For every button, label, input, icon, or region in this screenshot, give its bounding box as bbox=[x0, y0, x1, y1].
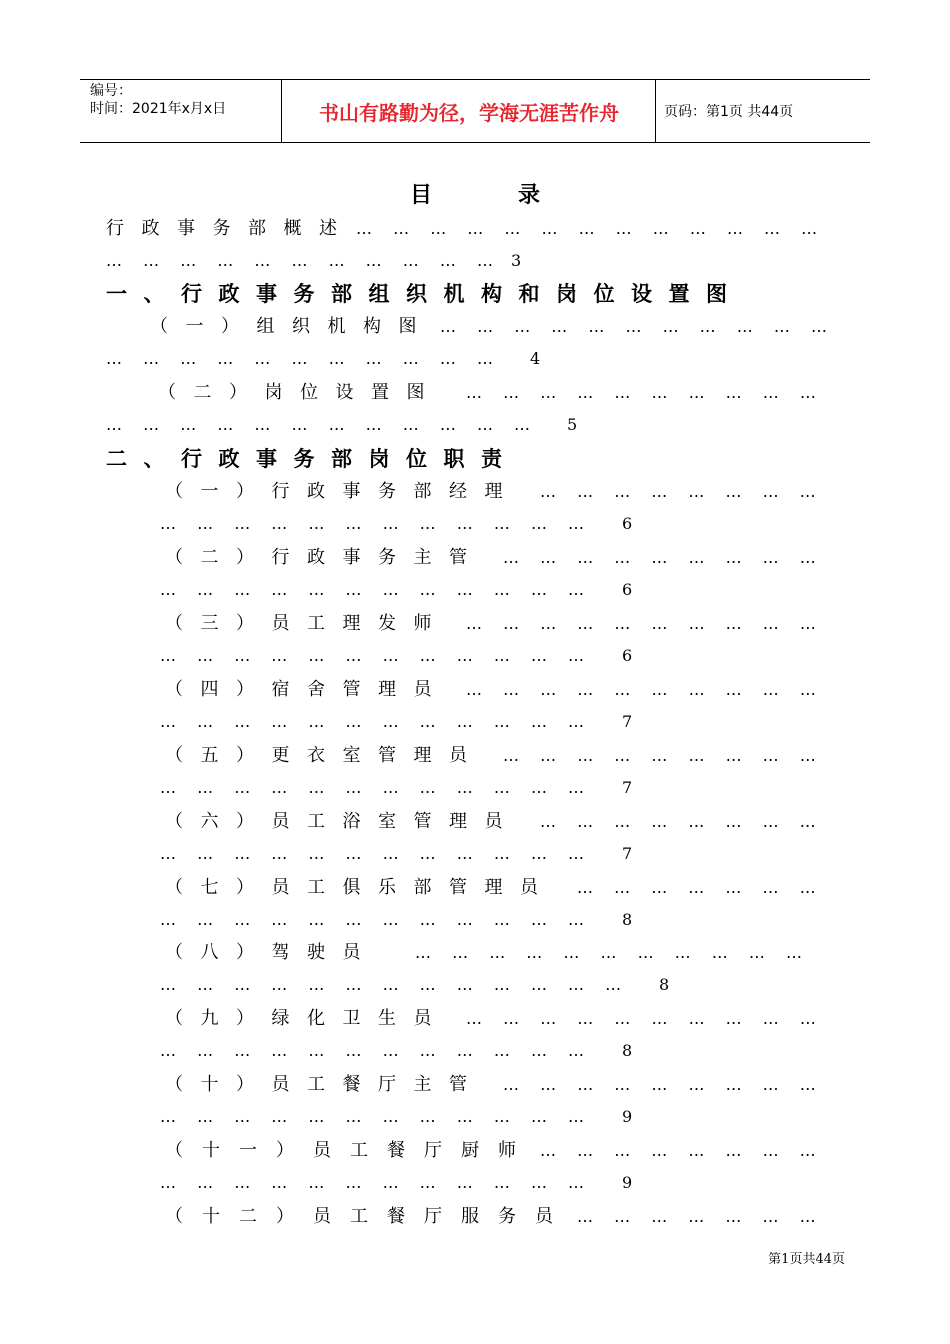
toc-leader: … … … … … … … bbox=[577, 1207, 816, 1226]
toc-page-number: 6 bbox=[622, 514, 633, 533]
toc-leader: … … … … … … … … … … … … bbox=[160, 514, 585, 533]
toc-entry-text[interactable]: （五）更衣室管理员 bbox=[165, 745, 485, 766]
toc-section-heading[interactable]: 二、行政事务部岗位职责 bbox=[106, 447, 519, 471]
toc-leader: … … … … … … … … … … bbox=[466, 614, 817, 633]
toc-page-number: 9 bbox=[622, 1173, 633, 1192]
toc-leader: … … … … … … … … … bbox=[503, 1075, 817, 1094]
toc-entry-text[interactable]: 行政事务部概述 bbox=[106, 218, 355, 239]
toc-leader: … … … … … … … … … … bbox=[466, 1009, 817, 1028]
toc-page-number: 8 bbox=[659, 975, 670, 994]
toc-leader: … … … … … … … … … … bbox=[466, 680, 817, 699]
toc-section-heading[interactable]: 一、行政事务部组织机构和岗位设置图 bbox=[106, 282, 744, 306]
toc-entry-text[interactable]: （七）员工俱乐部管理员 bbox=[165, 877, 556, 898]
toc-entry-text[interactable]: （四）宿舍管理员 bbox=[165, 679, 449, 700]
toc-entry-text[interactable]: （一）组织机构图 bbox=[150, 316, 434, 337]
toc-leader: … … … … … … … … … … … … … bbox=[160, 975, 622, 994]
toc-leader: … … … … … … … … … … … … bbox=[160, 1173, 585, 1192]
toc-entry-text[interactable]: （十一）员工餐厅厨师 bbox=[165, 1140, 535, 1161]
toc-entry-text[interactable]: （二）行政事务主管 bbox=[165, 547, 485, 568]
toc-page-number: 9 bbox=[622, 1107, 633, 1126]
toc-page-number: 6 bbox=[622, 580, 633, 599]
toc-leader: … … … … … … … … … … … … bbox=[160, 646, 585, 665]
toc-leader: … … … … … … … … … bbox=[503, 746, 817, 765]
toc-page-number: 8 bbox=[622, 1041, 633, 1060]
toc-entry-text[interactable]: （十）员工餐厅主管 bbox=[165, 1074, 485, 1095]
toc-entry-text[interactable]: （八）驾驶员 bbox=[165, 942, 378, 963]
header-motto: 书山有路勤为径，学海无涯苦作舟 bbox=[319, 100, 619, 125]
toc-entry-text[interactable]: （二）岗位设置图 bbox=[158, 382, 442, 403]
toc-page-number: 6 bbox=[622, 646, 633, 665]
toc-entry-text[interactable]: （六）员工浴室管理员 bbox=[165, 811, 520, 832]
toc-leader: … … … … … … … … … … … … bbox=[160, 1107, 585, 1126]
time-label: 时间：2021年x月x日 bbox=[90, 101, 227, 117]
toc-leader: … … … … … … … … … … … … bbox=[160, 580, 585, 599]
toc-leader: … … … … … … … … bbox=[540, 1141, 817, 1160]
toc-page-number: 4 bbox=[530, 349, 541, 368]
toc-leader: … … … … … … … … … … … … bbox=[106, 415, 531, 434]
header-meta bbox=[90, 82, 226, 118]
toc-entry-text[interactable]: （十二）员工餐厅服务员 bbox=[165, 1206, 572, 1227]
toc-page-number: 7 bbox=[622, 778, 633, 797]
toc-page-number: 8 bbox=[622, 910, 633, 929]
toc-leader: … … … … … … … … … … … bbox=[415, 943, 803, 962]
toc-page-number: 7 bbox=[622, 712, 633, 731]
toc-leader: … … … … … … … … bbox=[540, 482, 817, 501]
toc-entry-text[interactable]: （一）行政事务部经理 bbox=[165, 481, 520, 502]
toc-page-number: 3 bbox=[511, 251, 522, 270]
toc-leader: … … … … … … … … … … … … bbox=[160, 1041, 585, 1060]
toc-leader: … … … … … … … … … … … … bbox=[160, 712, 585, 731]
toc-leader: … … … … … … … … … … … bbox=[440, 317, 828, 336]
toc-leader: … … … … … … … … … … … … bbox=[160, 844, 585, 863]
page-header bbox=[80, 79, 870, 143]
toc-leader: … … … … … … … … … … … … bbox=[160, 778, 585, 797]
header-page-info: 页码：第1页 共44页 bbox=[664, 104, 794, 120]
toc-leader: … … … … … … … … … … bbox=[466, 383, 817, 402]
toc-leader: … … … … … … … … … … … bbox=[106, 349, 494, 368]
toc-leader: … … … … … … … … … … … bbox=[106, 251, 494, 270]
toc-page-number: 5 bbox=[567, 415, 578, 434]
toc-leader: … … … … … … … … bbox=[540, 812, 817, 831]
page-footer: 第1页共44页 bbox=[768, 1252, 845, 1267]
toc-leader: … … … … … … … … … … … … bbox=[160, 910, 585, 929]
number-label: 编号： bbox=[90, 83, 132, 99]
toc-leader: … … … … … … … … … bbox=[503, 548, 817, 567]
toc-leader: … … … … … … … bbox=[577, 878, 816, 897]
toc-leader: … … … … … … … … … … … … … bbox=[356, 219, 818, 238]
toc-page-number: 7 bbox=[622, 844, 633, 863]
toc-title: 目录 bbox=[409, 183, 626, 208]
toc-entry-text[interactable]: （九）绿化卫生员 bbox=[165, 1008, 449, 1029]
toc-entry-text[interactable]: （三）员工理发师 bbox=[165, 613, 449, 634]
